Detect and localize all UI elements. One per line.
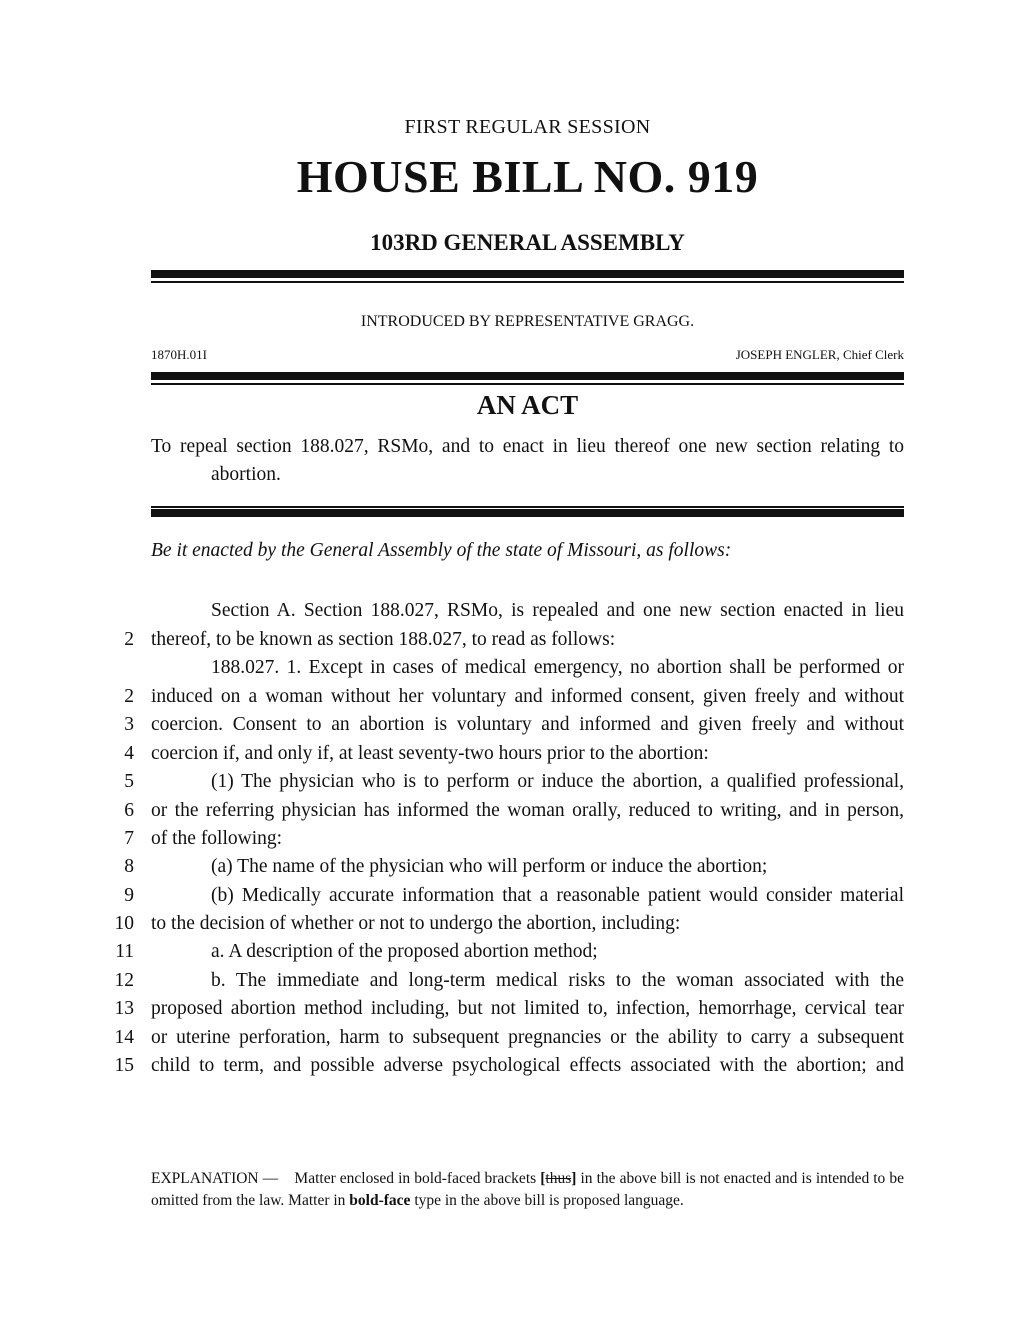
- line-number: 4: [124, 743, 134, 764]
- act-title-line-1: To repeal section 188.027, RSMo, and to enact in lieu thereof one new section relating to: [151, 436, 904, 457]
- act-rule-thin: [151, 383, 904, 385]
- explanation-text-1: Matter enclosed in bold-faced brackets: [294, 1170, 541, 1187]
- title-rule-thick: [151, 509, 904, 517]
- bold-face-example: bold-face: [349, 1192, 411, 1209]
- section-188-line-2: induced on a woman without her voluntary and informed consent, given freely and without: [151, 686, 904, 707]
- title-rule-thin: [151, 506, 904, 508]
- bracket-open: [: [540, 1170, 546, 1187]
- chief-clerk: JOSEPH ENGLER, Chief Clerk: [735, 347, 904, 362]
- explanation-text-2: in the above bill is not enacted and is intended to be omitted from the law. Matter in: [151, 1170, 904, 1209]
- lr-code: 1870H.01I: [151, 347, 207, 362]
- section-188-line-9: (b) Medically accurate information that a reasonable patient would consider material: [211, 885, 904, 906]
- line-number: 9: [124, 885, 134, 906]
- line-number: 12: [114, 970, 134, 991]
- line-number: 3: [124, 714, 134, 735]
- line-number: 14: [114, 1027, 134, 1048]
- line-number: 10: [114, 913, 134, 934]
- introduced-by: INTRODUCED BY REPRESENTATIVE GRAGG.: [360, 313, 695, 330]
- section-188-line-4: coercion if, and only if, at least seventy-two hours prior to the abortion:: [151, 743, 709, 764]
- line-number: 5: [124, 771, 134, 792]
- line-number: 13: [114, 998, 134, 1019]
- act-rule-thick: [151, 372, 904, 380]
- explanation-lead: EXPLANATION —: [151, 1170, 279, 1187]
- section-188-line-5: (1) The physician who is to perform or induce the abortion, a qualified professional,: [211, 771, 904, 792]
- act-heading: AN ACT: [476, 390, 579, 420]
- line-number: 7: [124, 828, 134, 849]
- section-188-line-10: to the decision of whether or not to undergo the abortion, including:: [151, 913, 681, 934]
- line-number: 15: [114, 1055, 134, 1076]
- section-a-line-2: thereof, to be known as section 188.027, to read as follows:: [151, 629, 616, 650]
- explanation-text-3: type in the above bill is proposed language.: [410, 1192, 684, 1209]
- line-number: 11: [115, 941, 134, 962]
- explanation-note: [151, 1168, 904, 1212]
- bracket-close: ]: [571, 1170, 577, 1187]
- section-188-line-13: proposed abortion method including, but not limited to, infection, hemorrhage, cervical tear: [151, 998, 904, 1019]
- section-188-line-11: a. A description of the proposed abortion method;: [211, 941, 598, 962]
- section-188-line-1: 188.027. 1. Except in cases of medical emergency, no abortion shall be performed or: [211, 657, 904, 678]
- section-188-line-14: or uterine perforation, harm to subsequent pregnancies or the ability to carry a subsequent: [151, 1027, 904, 1048]
- section-188-line-7: of the following:: [151, 828, 283, 849]
- section-188-line-3: coercion. Consent to an abortion is voluntary and informed and given freely and without: [151, 714, 904, 735]
- struck-example: thus: [545, 1170, 572, 1187]
- act-title-line-2: abortion.: [211, 464, 281, 485]
- enacting-clause: Be it enacted by the General Assembly of the state of Missouri, as follows:: [151, 540, 732, 561]
- section-188-line-15: child to term, and possible adverse psychological effects associated with the abortion; and: [151, 1055, 904, 1076]
- session-label: FIRST REGULAR SESSION: [404, 116, 651, 138]
- line-number: 6: [124, 800, 134, 821]
- bill-number: HOUSE BILL NO. 919: [296, 151, 759, 202]
- section-188-line-6: or the referring physician has informed the woman orally, reduced to writing, and in person,: [151, 800, 904, 821]
- header-rule-thin: [151, 281, 904, 283]
- assembly-label: 103RD GENERAL ASSEMBLY: [370, 230, 685, 255]
- line-number: 8: [124, 856, 134, 877]
- section-188-line-12: b. The immediate and long-term medical risks to the woman associated with the: [211, 970, 904, 991]
- line-number: 2: [124, 629, 134, 650]
- section-a-line-1: Section A. Section 188.027, RSMo, is repealed and one new section enacted in lieu: [211, 600, 904, 621]
- line-number: 2: [124, 686, 134, 707]
- section-188-line-8: (a) The name of the physician who will perform or induce the abortion;: [211, 856, 768, 877]
- header-rule-thick: [151, 270, 904, 278]
